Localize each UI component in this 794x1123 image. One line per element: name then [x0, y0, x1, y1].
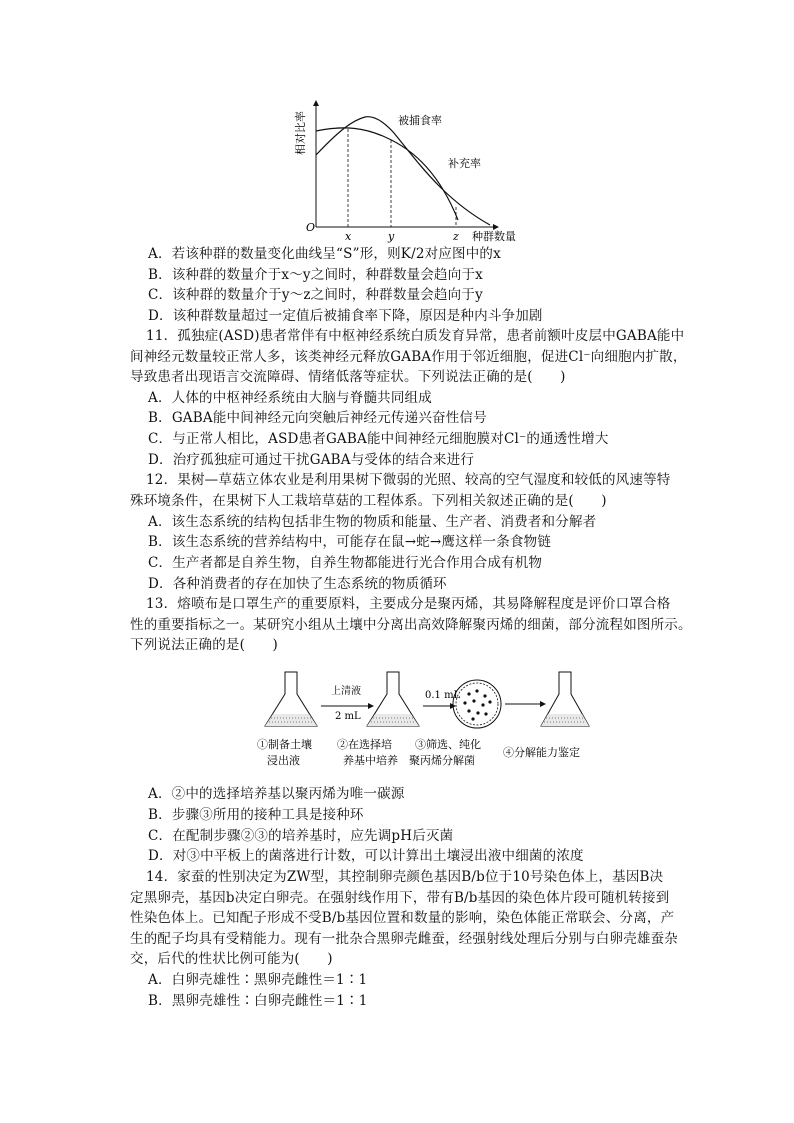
q10-option-d: D．该种群数量超过一定值后被捕食率下降，原因是种内斗争加剧	[148, 308, 543, 324]
q13-option-b: B．步骤③所用的接种工具是接种环	[148, 807, 364, 823]
x-axis-label: 种群数量	[472, 230, 516, 243]
tick-y: y	[388, 230, 395, 243]
flask-1-icon	[265, 672, 317, 726]
q14-stem-1: 14．家蚕的性别决定为ZW型，其控制卵壳颜色基因B/b位于10号染色体上，基因B决	[146, 869, 664, 885]
rate-graph	[290, 95, 520, 243]
q12-option-b: B．该生态系统的营养结构中，可能存在鼠→蛇→鹰这样一条食物链	[148, 534, 552, 550]
flask-4-icon	[541, 672, 589, 726]
q12-option-c: C．生产者都是自养生物，自养生物都能进行光合作用合成有机物	[148, 555, 543, 571]
q14-option-b: B．黑卵壳雄性∶白卵壳雌性＝1∶1	[148, 993, 368, 1009]
arrow-1-bottom-label: 2 mL	[335, 711, 361, 722]
arrow-1-top-label: 上清液	[331, 686, 361, 697]
q12-option-a: A．该生态系统的结构包括非生物的物质和能量、生产者、消费者和分解者	[148, 514, 597, 530]
step-3-caption-1: ③筛选、纯化	[415, 738, 481, 751]
arrow-2-top-label: 0.1 mL	[425, 690, 461, 701]
y-axis-label: 相对比率	[294, 111, 307, 155]
predation-label: 被捕食率	[398, 114, 442, 127]
q13-option-c: C．在配制步骤②③的培养基时，应先调pH后灭菌	[148, 828, 454, 844]
q12-stem-1: 12．果树—草菇立体农业是利用果树下微弱的光照、较高的空气湿度和较低的风速等特	[146, 472, 671, 488]
process-figure	[245, 664, 590, 774]
recruitment-curve	[316, 128, 458, 220]
step-1-caption-1: ①制备土壤	[257, 738, 312, 751]
q13-option-a: A．②中的选择培养基以聚丙烯为唯一碳源	[148, 786, 405, 802]
q14-option-a: A．白卵壳雄性∶黑卵壳雌性＝1∶1	[148, 972, 368, 988]
q11-stem-3: 导致患者出现语言交流障碍、情绪低落等症状。下列说法正确的是( )	[130, 369, 566, 385]
q11-option-b: B．GABA能中间神经元向突触后神经元传递兴奋性信号	[148, 410, 487, 426]
petri-dish-icon	[453, 680, 501, 728]
q14-stem-5: 交，后代的性状比例可能为( )	[130, 951, 333, 967]
q11-option-a: A．人体的中枢神经系统由大脑与脊髓共同组成	[148, 390, 432, 406]
q11-option-c: C．与正常人相比，ASD患者GABA能中间神经元细胞膜对Cl⁻的通透性增大	[148, 431, 609, 447]
q11-stem-1: 11．孤独症(ASD)患者常伴有中枢神经系统白质发育异常，患者前额叶皮层中GABA能中	[146, 328, 685, 344]
q12-stem-2: 殊环境条件，在果树下人工栽培草菇的工程体系。下列相关叙述正确的是( )	[130, 493, 607, 509]
q13-stem-1: 13．熔喷布是口罩生产的重要原料，主要成分是聚丙烯，其易降解程度是评价口罩合格	[146, 596, 671, 612]
q10-option-a: A．若该种群的数量变化曲线呈“S”形，则K/2对应图中的x	[148, 246, 501, 262]
step-2-caption-1: ②在选择培	[337, 738, 392, 751]
q14-stem-3: 性染色体上。已知配子形成不受B/b基因位置和数量的影响，染色体能正常联会、分离，产	[130, 910, 675, 926]
q10-option-b: B．该种群的数量介于x～y之间时，种群数量会趋向于x	[148, 267, 483, 283]
q13-stem-2: 性的重要指标之一。某研究小组从土壤中分离出高效降解聚丙烯的细菌，部分流程如图所示。	[130, 617, 692, 633]
origin-label: O	[306, 221, 316, 234]
q11-stem-2: 间神经元数量较正常人多，该类神经元释放GABA作用于邻近细胞，促进Cl⁻向细胞内扩散，	[130, 349, 687, 365]
q14-stem-2: 定黑卵壳，基因b决定白卵壳。在强射线作用下，带有B/b基因的染色体片段可随机转接到	[130, 890, 670, 906]
q10-option-c: C．该种群的数量介于y～z之间时，种群数量会趋向于y	[148, 287, 483, 303]
step-2-caption-2: 养基中培养	[343, 754, 398, 767]
flask-2-icon	[367, 672, 419, 726]
tick-x: x	[345, 230, 352, 243]
step-4-caption: ④分解能力鉴定	[503, 746, 580, 759]
predation-curve	[316, 117, 490, 225]
q13-stem-3: 下列说法正确的是( )	[130, 637, 278, 653]
q11-option-d: D．治疗孤独症可通过干扰GABA与受体的结合来进行	[148, 452, 475, 468]
recruitment-label: 补充率	[448, 157, 481, 170]
q13-option-d: D．对③中平板上的菌落进行计数，可以计算出土壤浸出液中细菌的浓度	[148, 848, 584, 864]
step-1-caption-2: 浸出液	[267, 754, 300, 767]
step-3-caption-2: 聚丙烯分解菌	[409, 754, 475, 767]
tick-z: z	[453, 230, 459, 243]
q14-stem-4: 生的配子均具有受精能力。现有一批杂合黑卵壳雌蚕，经强射线处理后分别与白卵壳雄蚕杂	[130, 931, 678, 947]
q12-option-d: D．各种消费者的存在加快了生态系统的物质循环	[148, 576, 447, 592]
